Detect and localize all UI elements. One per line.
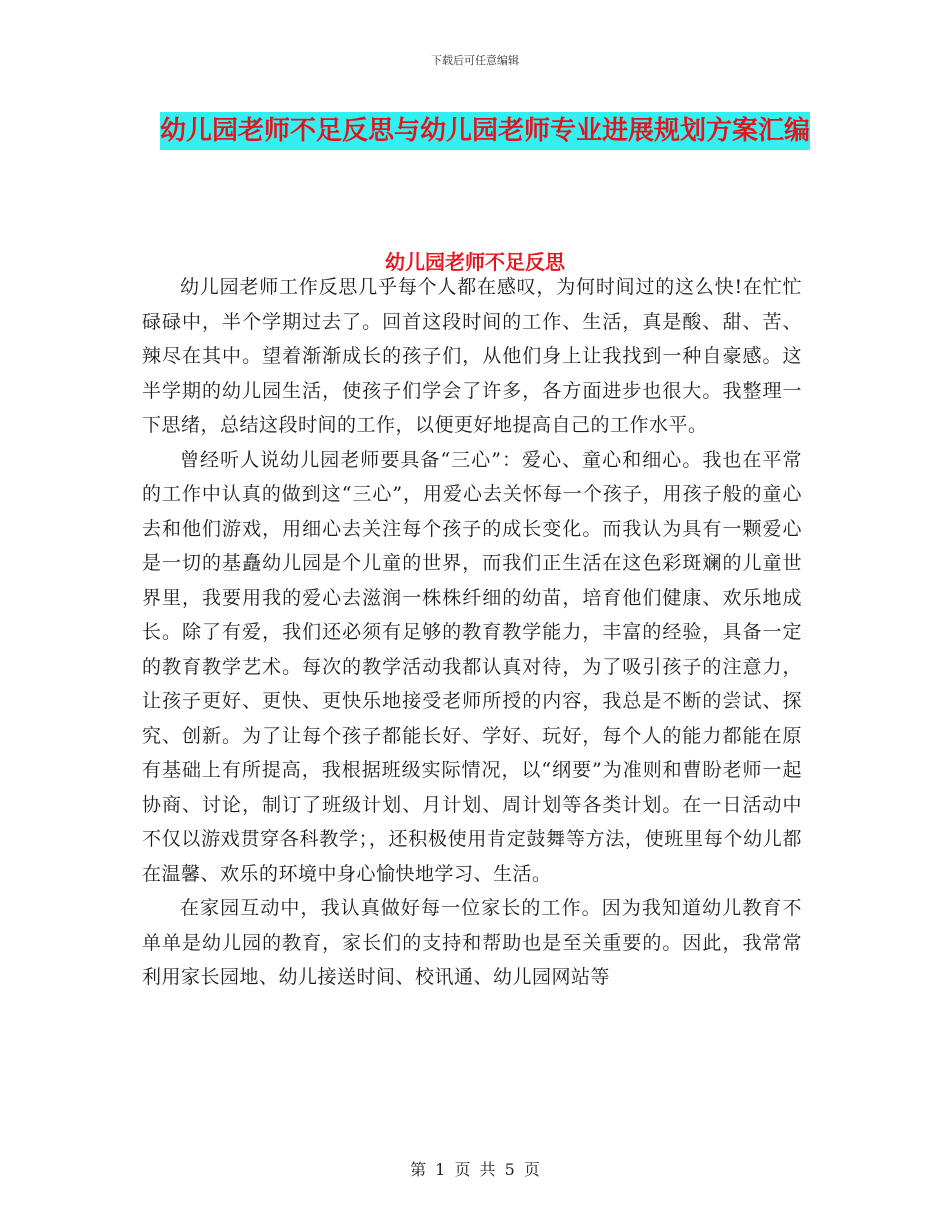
paragraph-1: 幼儿园老师工作反思几乎每个人都在感叹，为何时间过的这么快!在忙忙碌碌中，半个学期过去了。回首这段时间的工作、生活，真是酸、甜、苦、辣尽在其中。望着渐渐成长的孩子们，从他们身上让我找到一种自豪感。这半学期的幼儿园生活，使孩子们学会了许多，各方面进步也很大。我整理一下思绪，总结这段时间的工作，以便更好地提高自己的工作水平。 — [142, 276, 802, 436]
paragraph-2: 曾经听人说幼儿园老师要具备“三心”：爱心、童心和细心。我也在平常的工作中认真的做到这“三心”，用爱心去关怀每一个孩子，用孩子般的童心去和他们游戏，用细心去关注每个孩子的成长变化。而我认为具有一颗爱心是一切的基矗幼儿园是个儿童的世界，而我们正生活在这色彩斑斓的儿童世界里，我要用我的爱心去滋润一株株纤细的幼苗，培育他们健康、欢乐地成长。除了有爱，我们还必须有足够的教育教学能力，丰富的经验，具备一定的教育教学艺术。每次的教学活动我都认真对待，为了吸引孩子的注意力，让孩子更好、更快、更快乐地接受老师所授的内容，我总是不断的尝试、探究、创新。为了让每个孩子都能长好、学好、玩好，每个人的能力都能在原有基础上有所提高，我根据班级实际情况，以“纲要”为准则和曹盼老师一起协商、讨论，制订了班级计划、月计划、周计划等各类计划。在一日活动中不仅以游戏贯穿各科教学；，还积极使用肯定鼓舞等方法，使班里每个幼儿都在温馨、欢乐的环境中身心愉快地学习、生活。 — [142, 448, 802, 885]
section-title: 幼儿园老师不足反思 — [385, 250, 565, 274]
page-header-note: 下载后可任意编辑 — [431, 54, 519, 67]
document-title-text: 幼儿园老师不足反思与幼儿园老师专业进展规划方案汇编 — [160, 112, 810, 150]
page-number-footer: 第 1 页 共 5 页 — [410, 1160, 540, 1179]
paragraph-3: 在家园互动中，我认真做好每一位家长的工作。因为我知道幼儿教育不单单是幼儿园的教育，家长们的支持和帮助也是至关重要的。因此，我常常利用家长园地、幼儿接送时间、校讯通、幼儿园网站等 — [142, 897, 802, 988]
document-body — [142, 270, 802, 995]
document-title — [140, 104, 830, 158]
